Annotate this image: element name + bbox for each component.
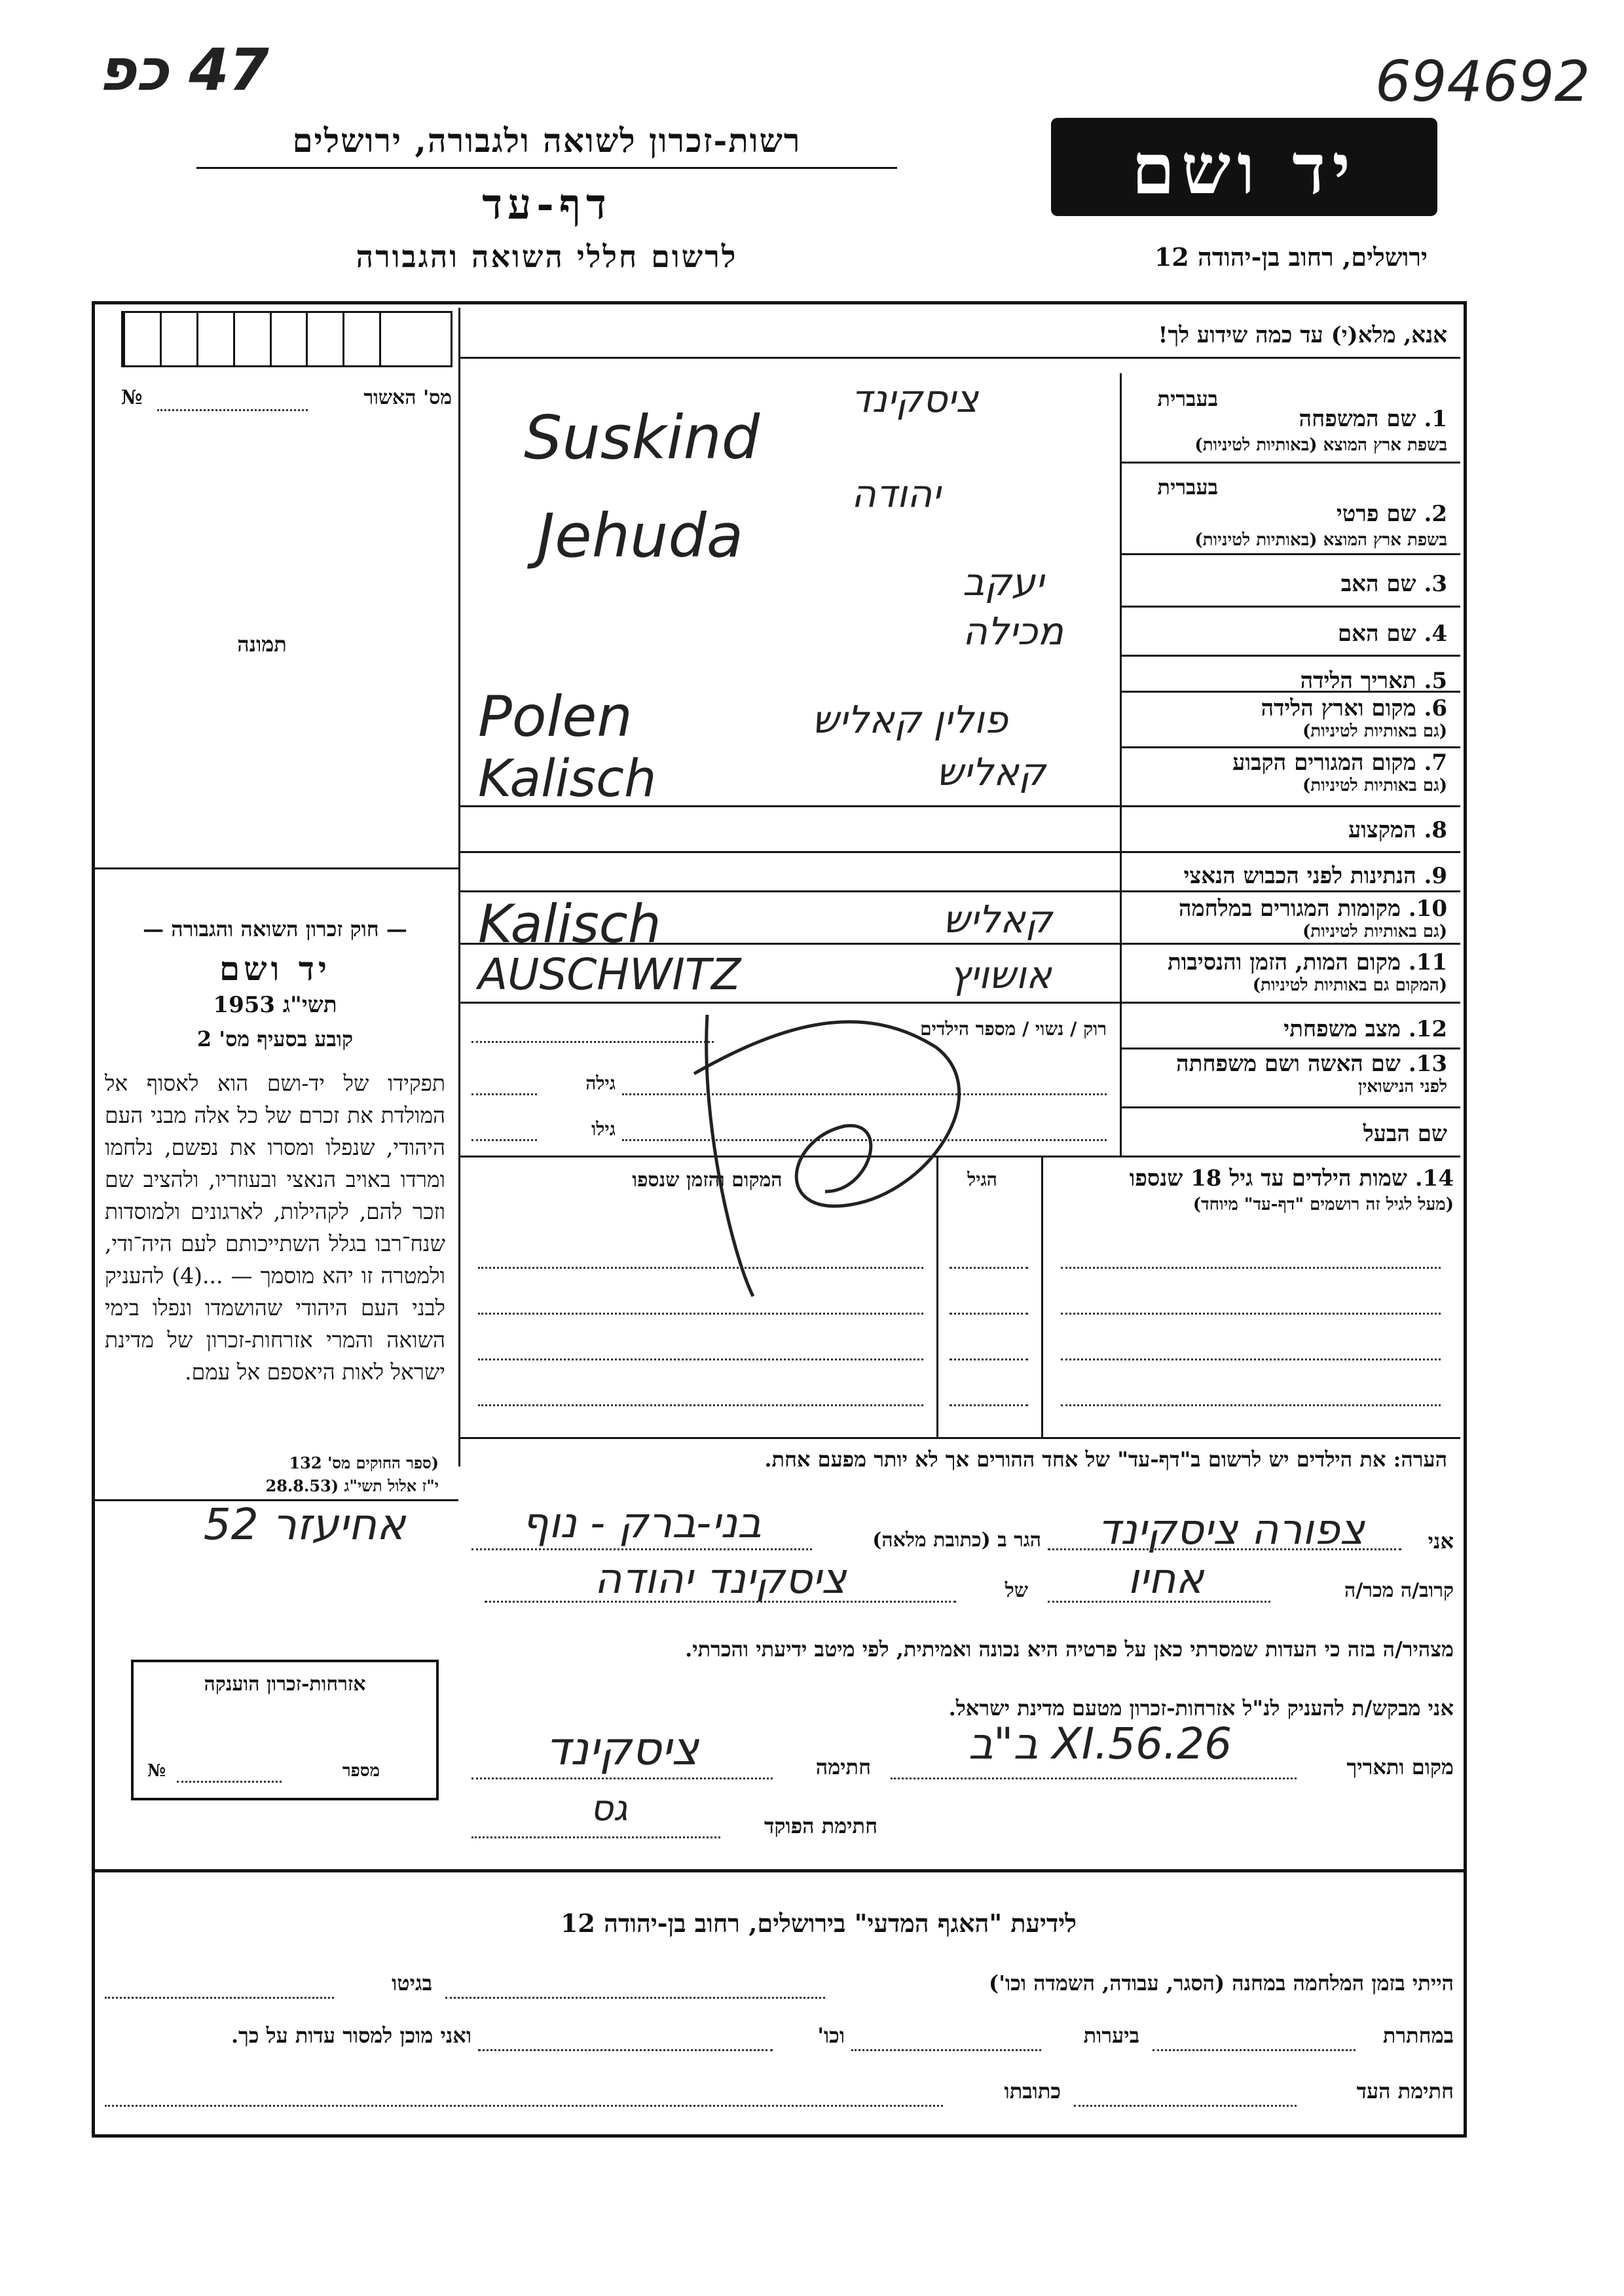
signature-label: חתימה (815, 1755, 871, 1779)
law-ref: (ספר החוקים מס' 132 (289, 1453, 439, 1472)
law-section: קובע בסעיף מס' 2 (196, 1027, 354, 1051)
field-1-hebrew[interactable]: ציסקינד (851, 376, 979, 421)
field-5-label: 5. תאריך הלידה (1300, 668, 1447, 694)
field-13-age-label: גילה (585, 1072, 616, 1094)
field-7-label: 7. מקום המגורים הקבוע (1232, 750, 1447, 776)
children-note: הערה: את הילדים יש לרשום ב"דף-עד" של אחד ההורים אך לא יותר מפעם אחת. (764, 1447, 1447, 1472)
strike-scribble (655, 995, 1061, 1309)
field-12-label: 12. מצב משפחתי (1283, 1016, 1447, 1042)
declaration-resides-label: הגר ב (כתובת מלאה) (872, 1529, 1041, 1552)
field-7-sub: (גם באותיות לטיניות) (1302, 776, 1447, 795)
in-hebrew-2: בעברית (1157, 475, 1218, 500)
children-age-header: הגיל (967, 1169, 997, 1190)
relation-label: קרוב/ה מכר/ה (1344, 1579, 1454, 1602)
bottom-camp-label: הייתי בזמן המלחמה במחנה (הסגר, עבודה, השמדה וכו') (989, 1971, 1454, 1995)
place-date-value[interactable]: 26.XI.56 ב"ב (968, 1719, 1232, 1769)
relation-value[interactable]: אחיו (1127, 1555, 1204, 1603)
children-label: 14. שמות הילדים עד גיל 18 שנספו (1129, 1165, 1454, 1192)
bottom-title: לידיעת "האגף המדעי" בירושלים, רחוב בן-יהודה 12 (560, 1908, 1077, 1938)
field-6-hebrew[interactable]: פולין קאליש (812, 697, 1008, 742)
field-11-sub: (המקום גם באותיות לטיניות) (1252, 975, 1447, 995)
field-1-latin[interactable]: Suskind (524, 403, 760, 473)
approval-number-label: מס' האשור (363, 386, 452, 409)
photo-label: תמונה (237, 632, 287, 657)
field-9-label: 9. הנתינות לפני הכבוש הנאצי (1183, 863, 1447, 889)
field-2-hebrew[interactable]: יהודה (851, 471, 941, 516)
field-10-latin[interactable]: Kalisch (478, 894, 661, 955)
law-year: תשי"ג 1953 (213, 992, 337, 1018)
signature-value: ציסקינד (545, 1722, 699, 1776)
declaration-address-cont[interactable]: אחיעזר 52 (203, 1499, 406, 1550)
citizenship-number-label: מספר (342, 1761, 380, 1781)
field-1-label: 1. שם המשפחה (1299, 406, 1447, 432)
bottom-ghetto-label: בגיטו (392, 1971, 432, 1995)
approval-number-symbol: № (121, 386, 143, 409)
header-authority: רשות-זכרון לשואה ולגבורה, ירושלים (292, 121, 802, 160)
field-8-label: 8. המקצוע (1348, 817, 1447, 843)
law-name: יד ושם (219, 949, 331, 988)
children-place-header: המקום והזמן שנספו (632, 1169, 783, 1192)
field-12-options: רוק / נשוי / מספר הילדים (920, 1018, 1107, 1040)
field-2-latin[interactable]: Jehuda (537, 501, 744, 571)
declaration-i-label: אני (1428, 1529, 1454, 1554)
children-sub: (מעל לגיל זה רושמים "דף-עד" מיוחד) (1192, 1195, 1454, 1214)
page-title: דף-עד (482, 180, 612, 229)
field-10-hebrew[interactable]: קאליש (943, 897, 1052, 941)
in-hebrew-1: בעברית (1157, 386, 1218, 411)
declaration-statement: מצהיר/ה בזה כי העדות שמסרתי כאן על פרטיה היא נכונה ואמיתית, לפי מיטב ידיעתי והכרתי. (685, 1637, 1454, 1662)
place-date-label: מקום ותאריך (1346, 1755, 1454, 1779)
field-10-sub: (גם באותיות לטיניות) (1302, 922, 1447, 941)
approval-boxes (121, 311, 452, 367)
declaration-address[interactable]: בני-ברק - נוף (521, 1499, 762, 1548)
field-4-value[interactable]: מכילה (963, 609, 1063, 653)
field-3-value[interactable]: יעקב (963, 560, 1044, 604)
bottom-etc-label: וכו' (817, 2023, 845, 2048)
field-13-sub: לפני הנישואין (1357, 1077, 1447, 1097)
law-text: תפקידו של יד-ושם הוא לאסוף אל המולדת את זכרם של כל אלה מבני העם היהודי, שנפלו ומסרו את נפשם, נלחמו ומרדו באויב הנאצי ובעוזריו, ולהציב שם וזכר להם, לקהילות, לארגונים ולמוסדות שנח־רבו בגלל השתייכותם לעם היה־ודי, ולמטרה זו יהא מוסמך — ...(4) להעניק לבני העם היהודי שהושמדו ונפלו בימי השואה והמרי אזרחות-זכרון של מדינת ישראל לאות היאספם אל עמם. (105, 1070, 445, 1385)
declaration-name[interactable]: צפורה ציסקינד (1098, 1506, 1365, 1554)
of-value[interactable]: ציסקינד יהודה (594, 1555, 847, 1603)
field-11-hebrew[interactable]: אושויץ (950, 953, 1052, 997)
field-husband-label: שם הבעל (1363, 1121, 1447, 1147)
logo-text: יד ושם (1132, 128, 1357, 210)
field-2-sub: בשפת ארץ המוצא (באותיות לטיניות) (1194, 530, 1447, 550)
bottom-witness-signature-label: חתימת העד (1356, 2079, 1454, 2104)
bottom-testify-label: ואני מוכן למסור עדות על כך. (231, 2023, 471, 2048)
bottom-underground-label: במחתרת (1382, 2023, 1454, 2048)
field-6-latin[interactable]: Polen (478, 684, 633, 750)
declaration-request: אני מבקש/ת להעניק לנ"ל אזרחות-זכרון מטעם מדינת ישראל. (948, 1696, 1454, 1721)
field-11-latin[interactable]: AUSCHWITZ (478, 949, 741, 1000)
form-intro: אנא, מלא(י) עד כמה שידוע לך! (1158, 322, 1447, 348)
citizenship-title: אזרחות-זכרון הוענקה (204, 1673, 366, 1696)
bottom-address-label: כתובתו (1004, 2079, 1061, 2104)
header-subtitle: לרשום חללי השואה והגבורה (356, 239, 738, 274)
clerk-signature-label: חתימת הפוקד (764, 1813, 877, 1838)
of-label: של (1005, 1579, 1028, 1602)
field-6-label: 6. מקום וארץ הלידה (1261, 695, 1447, 721)
field-7-hebrew[interactable]: קאליש (936, 750, 1046, 794)
stamp-top-right: 694692 (1375, 49, 1591, 115)
field-10-label: 10. מקומות המגורים במלחמה (1178, 896, 1447, 922)
field-13-label: 13. שם האשה ושם משפחתה (1176, 1051, 1447, 1077)
field-11-label: 11. מקום המות, הזמן והנסיבות (1167, 949, 1447, 975)
field-husband-age-label: גילו (591, 1118, 616, 1140)
field-7-latin[interactable]: Kalisch (478, 750, 657, 809)
field-1-sub: בשפת ארץ המוצא (באותיות לטיניות) (1194, 435, 1447, 455)
citizenship-number-symbol: № (147, 1761, 166, 1781)
law-ref-date: י"ז אלול תשי"ג (28.8.53 (265, 1476, 439, 1495)
field-4-label: 4. שם האם (1337, 621, 1447, 647)
header-address: ירושלים, רחוב בן-יהודה 12 (1154, 242, 1428, 272)
field-6-sub: (גם באותיות לטיניות) (1302, 721, 1447, 741)
bottom-forests-label: ביערות (1083, 2023, 1139, 2048)
law-title: — חוק זכרון השואה והגבורה — (143, 917, 407, 941)
stamp-top-left: 47 כפ (98, 36, 269, 103)
field-3-label: 3. שם האב (1340, 571, 1447, 597)
clerk-signature-value: גס (590, 1787, 628, 1829)
field-2-label: 2. שם פרטי (1336, 501, 1447, 527)
